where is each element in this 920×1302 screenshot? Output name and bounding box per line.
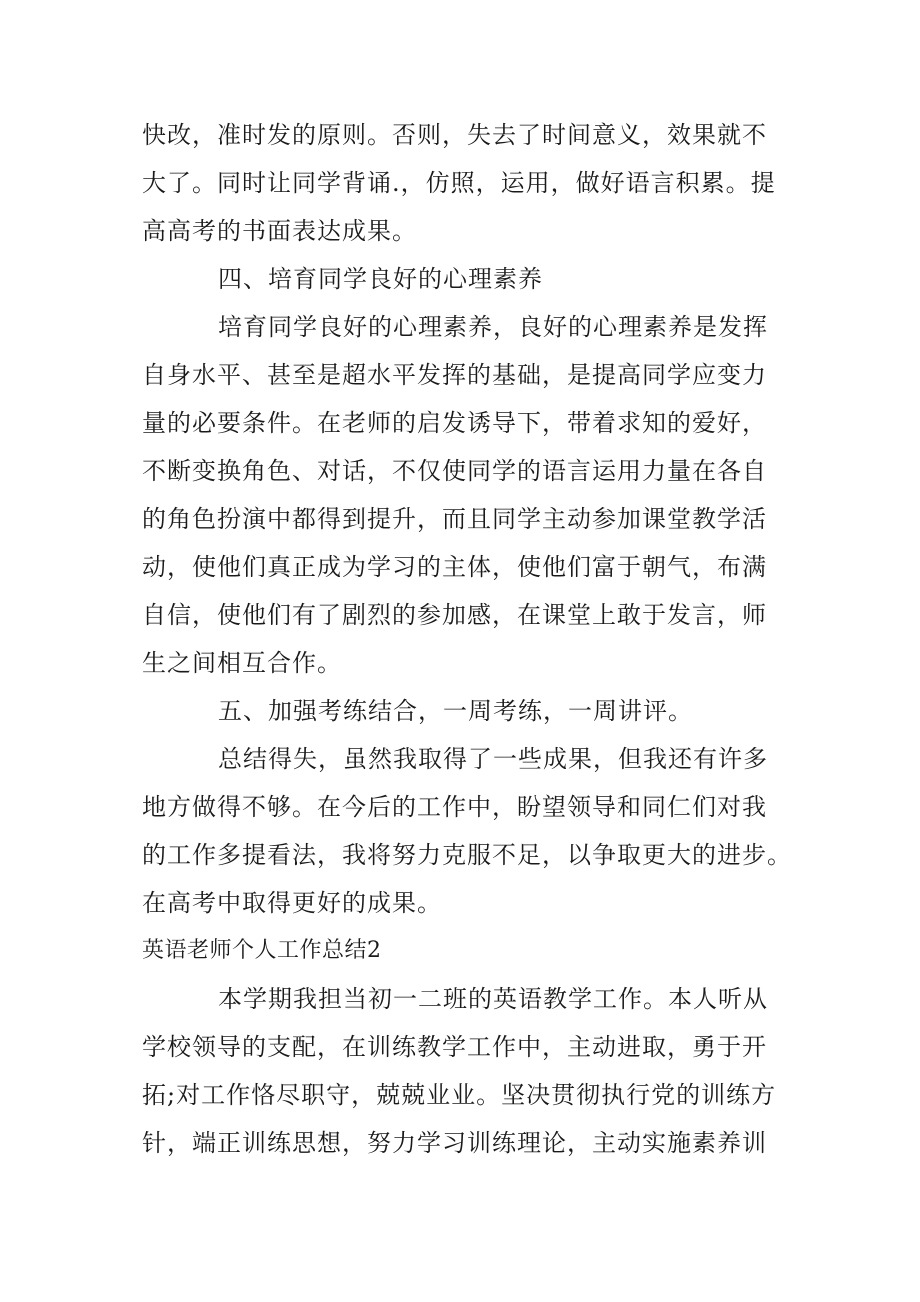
body-line: 的工作多提看法，我将努力克服不足，以争取更大的进步。 <box>142 841 792 869</box>
body-line: 针，端正训练思想，努力学习训练理论，主动实施素养训 <box>142 1129 767 1157</box>
body-line: 生之间相互合作。 <box>142 649 342 677</box>
body-line: 自信，使他们有了剧烈的参加感，在课堂上敢于发言，师 <box>142 601 767 629</box>
body-line: 总结得失，虽然我取得了一些成果，但我还有许多 <box>218 745 768 773</box>
body-line: 地方做得不够。在今后的工作中，盼望领导和同仁们对我 <box>142 793 767 821</box>
body-line: 大了。同时让同学背诵.，仿照，运用，做好语言积累。提 <box>142 169 776 197</box>
article-title: 英语老师个人工作总结2 <box>142 938 382 963</box>
body-line: 本学期我担当初一二班的英语教学工作。本人听从 <box>218 985 768 1013</box>
body-line: 在高考中取得更好的成果。 <box>142 889 442 917</box>
body-line: 培育同学良好的心理素养，良好的心理素养是发挥 <box>218 313 768 341</box>
body-line: 高高考的书面表达成果。 <box>142 217 417 245</box>
body-line: 拓;对工作恪尽职守，兢兢业业。坚决贯彻执行党的训练方 <box>142 1081 777 1109</box>
body-line: 自身水平、甚至是超水平发挥的基础，是提高同学应变力 <box>142 361 767 389</box>
section-heading: 四、培育同学良好的心理素养 <box>218 265 543 293</box>
section-heading: 五、加强考练结合，一周考练，一周讲评。 <box>218 697 693 725</box>
body-line: 的角色扮演中都得到提升，而且同学主动参加课堂教学活 <box>142 505 767 533</box>
body-line: 学校领导的支配，在训练教学工作中，主动进取，勇于开 <box>142 1033 767 1061</box>
body-line: 不断变换角色、对话，不仅使同学的语言运用力量在各自 <box>142 457 767 485</box>
body-line: 快改，准时发的原则。否则，失去了时间意义，效果就不 <box>142 121 767 149</box>
body-line: 量的必要条件。在老师的启发诱导下，带着求知的爱好， <box>142 409 767 437</box>
body-line: 动，使他们真正成为学习的主体，使他们富于朝气，布满 <box>142 553 767 581</box>
